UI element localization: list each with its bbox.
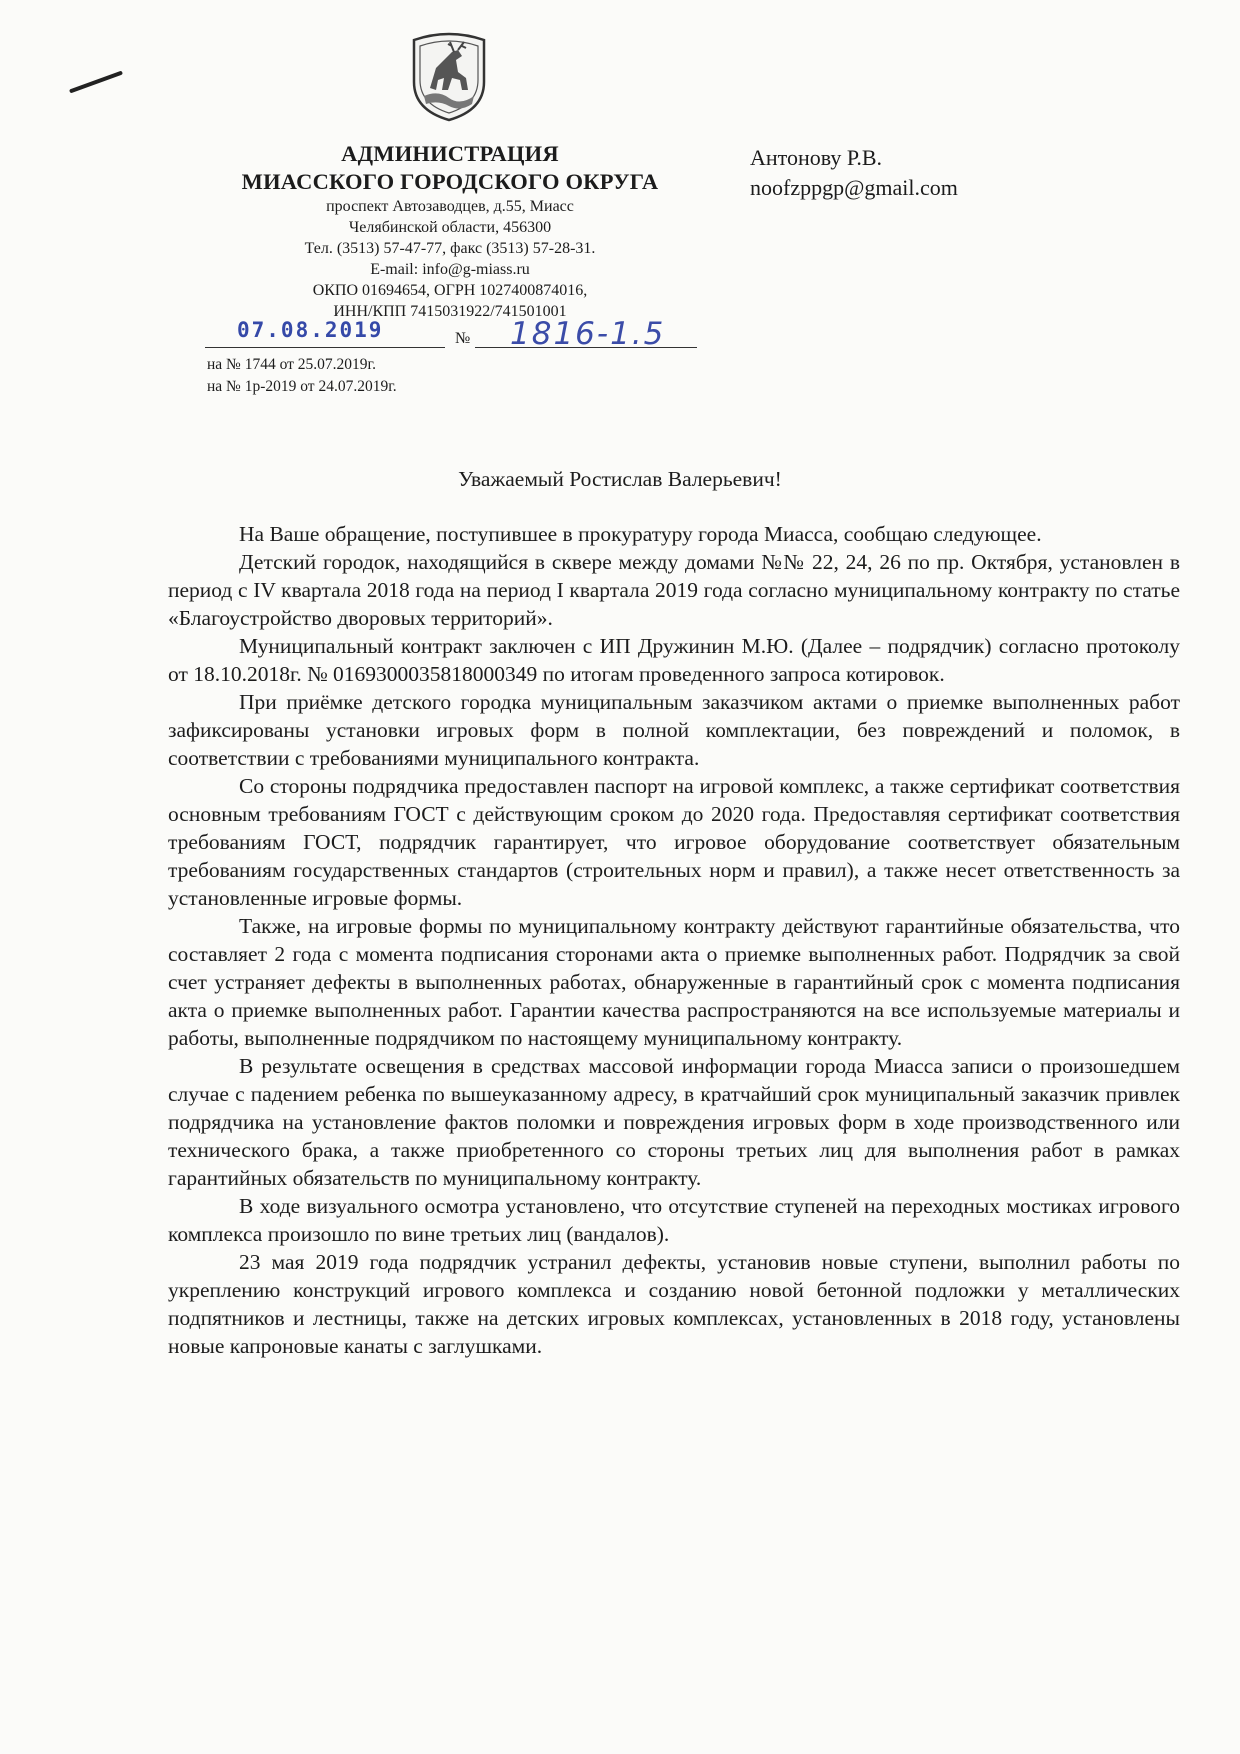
reference-line: на № 1р-2019 от 24.07.2019г. [207,378,397,395]
org-email-line: E-mail: info@g-miass.ru [370,261,530,278]
org-title-line1: АДМИНИСТРАЦИЯ [341,141,559,166]
body-paragraph: В ходе визуального осмотра установлено, что отсутствие ступеней на переходных мостиках игрового комплекса произошло по вине третьих лиц (вандалов). [168,1194,1180,1246]
body-paragraph: Муниципальный контракт заключен с ИП Дружинин М.Ю. (Далее – подрядчик) согласно протоколу от 18.10.2018г. № 0169300035818000349 по итогам проведенного запроса котировок. [168,634,1180,686]
sender-block [180,140,720,322]
org-inn-line: ИНН/КПП 7415031922/741501001 [333,303,567,320]
reference-block [207,354,397,398]
body-paragraph: Со стороны подрядчика предоставлен паспорт на игровой комплекс, а также сертификат соответствия основным требованиям ГОСТ с действующим сроком до 2020 года. Предоставляя сертификат соответствия требованиям ГОСТ, подрядчик гарантирует, что игровое оборудование соответствует обязательным требованиям государственных стандартов (строительных норм и правил), а также несет ответственность за установленные игровые формы. [168,774,1180,910]
recipient-block [750,143,958,203]
coat-of-arms-icon [408,30,490,122]
letter-body [168,520,1180,1360]
outgoing-number: 1816-1.5 [510,316,666,352]
date-stamp: 07.08.2019 [237,318,384,342]
number-label: № [455,330,471,347]
reference-line: на № 1744 от 25.07.2019г. [207,356,377,373]
body-paragraph: 23 мая 2019 года подрядчик устранил дефекты, установив новые ступени, выполнил работы по укреплению конструкций игрового комплекса и созданию новой бетонной подложки у металлических подпятников и лестницы, также на детских игровых комплексах, установленных в 2018 году, установлены новые капроновые канаты с заглушками. [168,1250,1180,1358]
body-paragraph: Детский городок, находящийся в сквере между домами №№ 22, 24, 26 по пр. Октября, установлен в период с IV квартала 2018 года на период I квартала 2019 года согласно муниципальному контракту по статье «Благоустройство дворовых территорий». [168,550,1180,630]
org-phone-line: Тел. (3513) 57-47-77, факс (3513) 57-28-31. [304,240,596,257]
pen-mark [69,71,123,94]
body-paragraph: При приёмке детского городка муниципальным заказчиком актами о приемке выполненных работ зафиксированы установки игровых форм в полной комплектации, без повреждений и поломок, в соответствии с требованиями муниципального контракта. [168,690,1180,770]
body-paragraph: Также, на игровые формы по муниципальному контракту действуют гарантийные обязательства, что составляет 2 года с момента подписания сторонами акта о приемке выполненных работ. Подрядчик за свой счет устраняет дефекты в выполненных работах, обнаруженные в гарантийный срок с момента подписания акта о приемке выполненных работ. Гарантии качества распространяются на все используемые материалы и работы, выполненные подрядчиком по настоящему муниципальному контракту. [168,914,1180,1050]
org-address-line: Челябинской области, 456300 [348,219,552,236]
org-codes-line: ОКПО 01694654, ОГРН 1027400874016, [312,282,588,299]
org-address-line: проспект Автозаводцев, д.55, Миасс [326,198,574,215]
salutation: Уважаемый Ростислав Валерьевич! [458,467,782,491]
body-paragraph: На Ваше обращение, поступившее в прокуратуру города Миасса, сообщаю следующее. [239,522,1042,546]
recipient-name: Антонову Р.В. [750,145,883,170]
org-title-line2: МИАССКОГО ГОРОДСКОГО ОКРУГА [241,169,659,194]
recipient-email: noofzppgp@gmail.com [750,175,958,200]
body-paragraph: В результате освещения в средствах массовой информации города Миасса записи о произошедшем случае с падением ребенка по вышеуказанному адресу, в кратчайший срок муниципальный заказчик привлек подрядчика на установление фактов поломки и повреждения игровых форм в ходе производственного или технического брака, а также приобретенного со стороны третьих лиц для выполнения работ в рамках гарантийных обязательств по муниципальному контракту. [168,1054,1180,1190]
